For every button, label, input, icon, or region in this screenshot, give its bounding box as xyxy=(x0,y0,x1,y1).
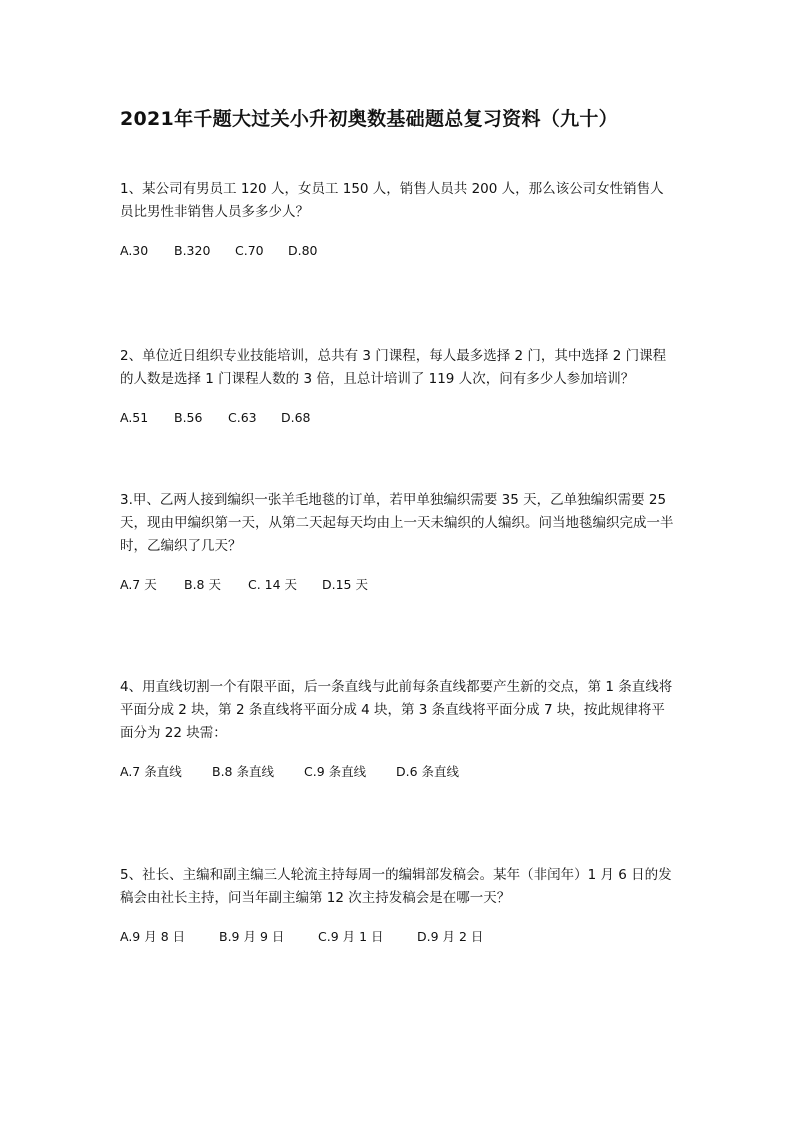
document-title: 2021年千题大过关小升初奥数基础题总复习资料（九十） xyxy=(120,108,618,130)
answer-options xyxy=(120,409,676,427)
option-b: B.9 月 9 日 xyxy=(219,929,285,944)
question-5 xyxy=(120,864,676,946)
option-a: A.9 月 8 日 xyxy=(120,929,186,944)
answer-options xyxy=(120,576,676,594)
option-d: D.15 天 xyxy=(322,577,368,592)
answer-options xyxy=(120,763,676,781)
question-text: 4、用直线切割一个有限平面，后一条直线与此前每条直线都要产生新的交点，第 1 条直线将平面分成 2 块，第 2 条直线将平面分成 4 块，第 3 条直线将平面分成 7 块，按此规律将平面分为 22 块需： xyxy=(120,679,673,741)
answer-options xyxy=(120,242,676,260)
question-4 xyxy=(120,676,676,781)
question-3 xyxy=(120,489,676,594)
question-text: 1、某公司有男员工 120 人，女员工 150 人，销售人员共 200 人，那么该公司女性销售人员比男性非销售人员多多少人？ xyxy=(120,181,664,220)
option-c: C.70 xyxy=(235,243,264,258)
option-b: B.320 xyxy=(174,243,211,258)
question-text: 2、单位近日组织专业技能培训，总共有 3 门课程，每人最多选择 2 门，其中选择 2 门课程的人数是选择 1 门课程人数的 3 倍，且总计培训了 119 人次，问有多少人参加培训？ xyxy=(120,348,667,387)
option-d: D.9 月 2 日 xyxy=(417,929,484,944)
option-b: B.56 xyxy=(174,410,203,425)
option-b: B.8 条直线 xyxy=(212,764,274,779)
question-1 xyxy=(120,178,676,260)
answer-options xyxy=(120,928,676,946)
option-d: D.68 xyxy=(281,410,311,425)
question-text: 3.甲、乙两人接到编织一张羊毛地毯的订单，若甲单独编织需要 35 天，乙单独编织需要 25 天，现由甲编织第一天，从第二天起每天均由上一天未编织的人编织。问当地毯编织完成一半时，乙编织了几天？ xyxy=(120,492,674,554)
option-d: D.80 xyxy=(288,243,318,258)
option-c: C.63 xyxy=(228,410,257,425)
option-c: C.9 条直线 xyxy=(304,764,367,779)
option-a: A.7 天 xyxy=(120,577,157,592)
option-c: C.9 月 1 日 xyxy=(318,929,384,944)
option-c: C. 14 天 xyxy=(248,577,298,592)
option-d: D.6 条直线 xyxy=(396,764,460,779)
option-b: B.8 天 xyxy=(184,577,221,592)
option-a: A.51 xyxy=(120,410,149,425)
question-2 xyxy=(120,345,676,427)
option-a: A.7 条直线 xyxy=(120,764,182,779)
option-a: A.30 xyxy=(120,243,149,258)
question-text: 5、社长、主编和副主编三人轮流主持每周一的编辑部发稿会。某年（非闰年）1 月 6 日的发稿会由社长主持，问当年副主编第 12 次主持发稿会是在哪一天？ xyxy=(120,867,672,906)
